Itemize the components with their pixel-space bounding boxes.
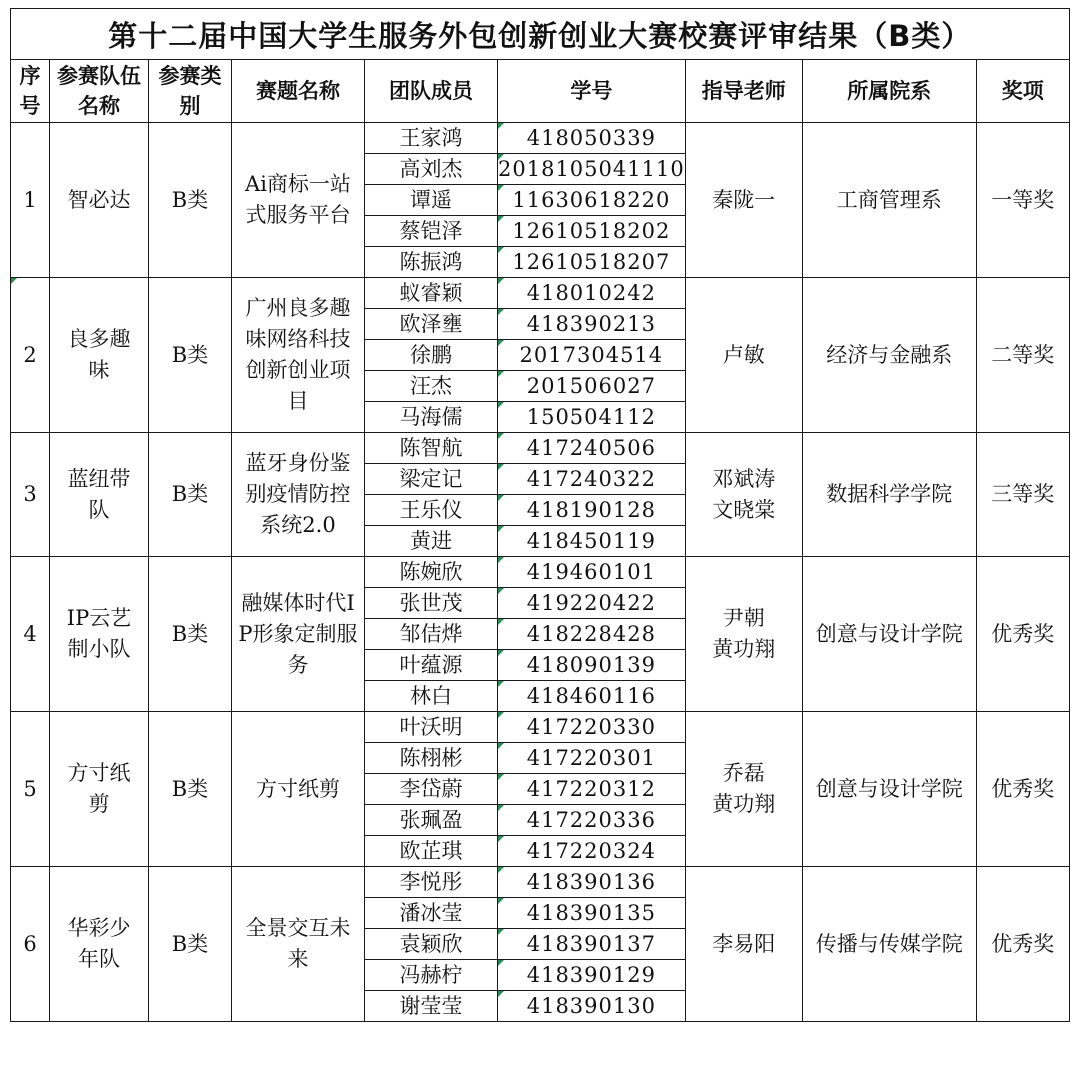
cell-comment-marker-icon	[498, 557, 504, 563]
student-id-value: 418390130	[526, 994, 656, 1018]
cell-comment-marker-icon	[498, 433, 504, 439]
cell-comment-marker-icon	[498, 867, 504, 873]
cell-comment-marker-icon	[498, 898, 504, 904]
student-id-value: 418390129	[526, 963, 656, 987]
header-award: 奖项	[976, 60, 1069, 123]
student-id-cell	[498, 712, 686, 743]
table-row	[11, 433, 1070, 464]
award-cell: 优秀奖	[976, 712, 1069, 867]
member-name-cell: 陈振鸿	[365, 247, 498, 278]
category-cell: B类	[149, 867, 232, 1022]
cell-comment-marker-icon	[498, 929, 504, 935]
team-name-cell: 良多趣味	[50, 278, 149, 433]
student-id-value: 418390136	[526, 870, 656, 894]
category-cell: B类	[149, 433, 232, 557]
member-name-cell: 谢莹莹	[365, 991, 498, 1022]
topic-cell: 方寸纸剪	[232, 712, 365, 867]
member-name-cell: 潘冰莹	[365, 898, 498, 929]
student-id-value: 419220422	[526, 591, 656, 615]
category-cell: B类	[149, 278, 232, 433]
member-name-cell: 王家鸿	[365, 123, 498, 154]
cell-comment-marker-icon	[498, 774, 504, 780]
student-id-cell	[498, 619, 686, 650]
member-name-cell: 欧泽壅	[365, 309, 498, 340]
header-advisor: 指导老师	[685, 60, 802, 123]
member-name-cell: 王乐仪	[365, 495, 498, 526]
student-id-value: 417240322	[526, 467, 656, 491]
header-members: 团队成员	[365, 60, 498, 123]
cell-comment-marker-icon	[498, 123, 504, 129]
student-id-cell	[498, 650, 686, 681]
advisor-cell: 李易阳	[685, 867, 802, 1022]
topic-cell: 广州良多趣味网络科技创新创业项目	[232, 278, 365, 433]
award-cell: 三等奖	[976, 433, 1069, 557]
member-name-cell: 蚁睿颖	[365, 278, 498, 309]
student-id-cell	[498, 743, 686, 774]
student-id-value: 417240506	[526, 436, 656, 460]
student-id-cell	[498, 805, 686, 836]
results-sheet	[10, 8, 1070, 1022]
team-name-cell: 蓝纽带队	[50, 433, 149, 557]
header-student-id: 学号	[498, 60, 686, 123]
member-name-cell: 高刘杰	[365, 154, 498, 185]
student-id-value: 418390135	[526, 901, 656, 925]
student-id-value: 417220312	[526, 777, 656, 801]
cell-comment-marker-icon	[498, 526, 504, 532]
topic-cell: 全景交互未来	[232, 867, 365, 1022]
student-id-value: 12610518207	[512, 250, 671, 274]
advisor-cell: 尹朝 黄功翔	[685, 557, 802, 712]
student-id-value: 419460101	[526, 560, 656, 584]
student-id-value: 2018105041110	[498, 157, 685, 181]
student-id-cell	[498, 681, 686, 712]
student-id-value: 418390213	[526, 312, 656, 336]
header-category: 参赛类别	[149, 60, 232, 123]
cell-comment-marker-icon	[498, 743, 504, 749]
department-cell: 传播与传媒学院	[802, 867, 976, 1022]
student-id-value: 418050339	[526, 126, 656, 150]
table-row	[11, 278, 1070, 309]
student-id-cell	[498, 588, 686, 619]
header-topic: 赛题名称	[232, 60, 365, 123]
student-id-cell	[498, 216, 686, 247]
department-cell: 工商管理系	[802, 123, 976, 278]
member-name-cell: 张珮盈	[365, 805, 498, 836]
cell-comment-marker-icon	[498, 991, 504, 997]
student-id-cell	[498, 123, 686, 154]
topic-cell: Ai商标一站式服务平台	[232, 123, 365, 278]
seq-cell: 2	[11, 278, 50, 433]
student-id-cell	[498, 836, 686, 867]
cell-comment-marker-icon	[498, 712, 504, 718]
student-id-value: 418010242	[526, 281, 656, 305]
cell-comment-marker-icon	[498, 650, 504, 656]
member-name-cell: 叶蕴源	[365, 650, 498, 681]
member-name-cell: 马海儒	[365, 402, 498, 433]
member-name-cell: 陈婉欣	[365, 557, 498, 588]
student-id-cell	[498, 247, 686, 278]
header-row	[11, 60, 1070, 123]
member-name-cell: 谭遥	[365, 185, 498, 216]
cell-comment-marker-icon	[498, 185, 504, 191]
member-name-cell: 袁颖欣	[365, 929, 498, 960]
member-name-cell: 林白	[365, 681, 498, 712]
student-id-cell	[498, 557, 686, 588]
student-id-value: 11630618220	[512, 188, 671, 212]
cell-comment-marker-icon	[498, 464, 504, 470]
member-name-cell: 徐鹏	[365, 340, 498, 371]
seq-cell: 1	[11, 123, 50, 278]
member-name-cell: 张世茂	[365, 588, 498, 619]
member-name-cell: 叶沃明	[365, 712, 498, 743]
team-name-cell: 智必达	[50, 123, 149, 278]
student-id-cell	[498, 991, 686, 1022]
table-row	[11, 123, 1070, 154]
student-id-value: 12610518202	[512, 219, 671, 243]
student-id-value: 418228428	[526, 622, 656, 646]
student-id-cell	[498, 340, 686, 371]
student-id-cell	[498, 185, 686, 216]
student-id-value: 201506027	[526, 374, 656, 398]
advisor-cell: 邓斌涛 文晓棠	[685, 433, 802, 557]
student-id-cell	[498, 154, 686, 185]
cell-comment-marker-icon	[498, 588, 504, 594]
member-name-cell: 陈栩彬	[365, 743, 498, 774]
cell-comment-marker-icon	[498, 805, 504, 811]
cell-comment-marker-icon	[498, 371, 504, 377]
member-name-cell: 李悦彤	[365, 867, 498, 898]
cell-comment-marker-icon	[498, 619, 504, 625]
category-cell: B类	[149, 712, 232, 867]
table-row	[11, 867, 1070, 898]
member-name-cell: 李岱蔚	[365, 774, 498, 805]
student-id-value: 417220301	[526, 746, 656, 770]
team-name-cell: 华彩少年队	[50, 867, 149, 1022]
cell-comment-marker-icon	[498, 216, 504, 222]
topic-cell: 蓝牙身份鉴别疫情防控系统2.0	[232, 433, 365, 557]
student-id-cell	[498, 433, 686, 464]
cell-comment-marker-icon	[498, 309, 504, 315]
advisor-cell: 秦陇一	[685, 123, 802, 278]
cell-comment-marker-icon	[498, 247, 504, 253]
student-id-cell	[498, 495, 686, 526]
table-body	[11, 123, 1070, 1022]
seq-cell: 4	[11, 557, 50, 712]
student-id-value: 417220336	[526, 808, 656, 832]
seq-cell: 3	[11, 433, 50, 557]
student-id-cell	[498, 371, 686, 402]
student-id-cell	[498, 867, 686, 898]
department-cell: 经济与金融系	[802, 278, 976, 433]
member-name-cell: 欧芷琪	[365, 836, 498, 867]
department-cell: 创意与设计学院	[802, 557, 976, 712]
student-id-value: 418450119	[526, 529, 656, 553]
table-row	[11, 712, 1070, 743]
department-cell: 创意与设计学院	[802, 712, 976, 867]
category-cell: B类	[149, 557, 232, 712]
seq-cell: 5	[11, 712, 50, 867]
results-table	[10, 8, 1070, 1022]
topic-cell: 融媒体时代IP形象定制服务	[232, 557, 365, 712]
student-id-value: 418190128	[526, 498, 656, 522]
cell-comment-marker-icon	[498, 495, 504, 501]
member-name-cell: 邹佶烨	[365, 619, 498, 650]
student-id-cell	[498, 929, 686, 960]
student-id-cell	[498, 309, 686, 340]
member-name-cell: 黄进	[365, 526, 498, 557]
cell-comment-marker-icon	[11, 278, 17, 284]
member-name-cell: 汪杰	[365, 371, 498, 402]
student-id-value: 2017304514	[519, 343, 664, 367]
award-cell: 优秀奖	[976, 867, 1069, 1022]
award-cell: 二等奖	[976, 278, 1069, 433]
page-title: 第十二届中国大学生服务外包创新创业大赛校赛评审结果（B类）	[11, 9, 1070, 60]
advisor-cell: 乔磊 黄功翔	[685, 712, 802, 867]
student-id-value: 417220330	[526, 715, 656, 739]
student-id-value: 417220324	[526, 839, 656, 863]
team-name-cell: 方寸纸剪	[50, 712, 149, 867]
cell-comment-marker-icon	[498, 278, 504, 284]
member-name-cell: 冯赫柠	[365, 960, 498, 991]
student-id-cell	[498, 464, 686, 495]
student-id-value: 150504112	[526, 405, 656, 429]
cell-comment-marker-icon	[498, 340, 504, 346]
member-name-cell: 梁定记	[365, 464, 498, 495]
cell-comment-marker-icon	[498, 836, 504, 842]
table-row	[11, 557, 1070, 588]
member-name-cell: 蔡铠泽	[365, 216, 498, 247]
cell-comment-marker-icon	[498, 154, 504, 160]
student-id-value: 418090139	[526, 653, 656, 677]
member-name-cell: 陈智航	[365, 433, 498, 464]
cell-comment-marker-icon	[498, 960, 504, 966]
student-id-cell	[498, 898, 686, 929]
award-cell: 一等奖	[976, 123, 1069, 278]
student-id-cell	[498, 960, 686, 991]
team-name-cell: IP云艺制小队	[50, 557, 149, 712]
header-seq: 序号	[11, 60, 50, 123]
student-id-cell	[498, 402, 686, 433]
cell-comment-marker-icon	[498, 402, 504, 408]
header-department: 所属院系	[802, 60, 976, 123]
advisor-cell: 卢敏	[685, 278, 802, 433]
student-id-cell	[498, 774, 686, 805]
award-cell: 优秀奖	[976, 557, 1069, 712]
student-id-value: 418460116	[526, 684, 656, 708]
department-cell: 数据科学学院	[802, 433, 976, 557]
student-id-value: 418390137	[526, 932, 656, 956]
header-team-name: 参赛队伍名称	[50, 60, 149, 123]
student-id-cell	[498, 278, 686, 309]
cell-comment-marker-icon	[498, 681, 504, 687]
student-id-cell	[498, 526, 686, 557]
seq-cell: 6	[11, 867, 50, 1022]
category-cell: B类	[149, 123, 232, 278]
